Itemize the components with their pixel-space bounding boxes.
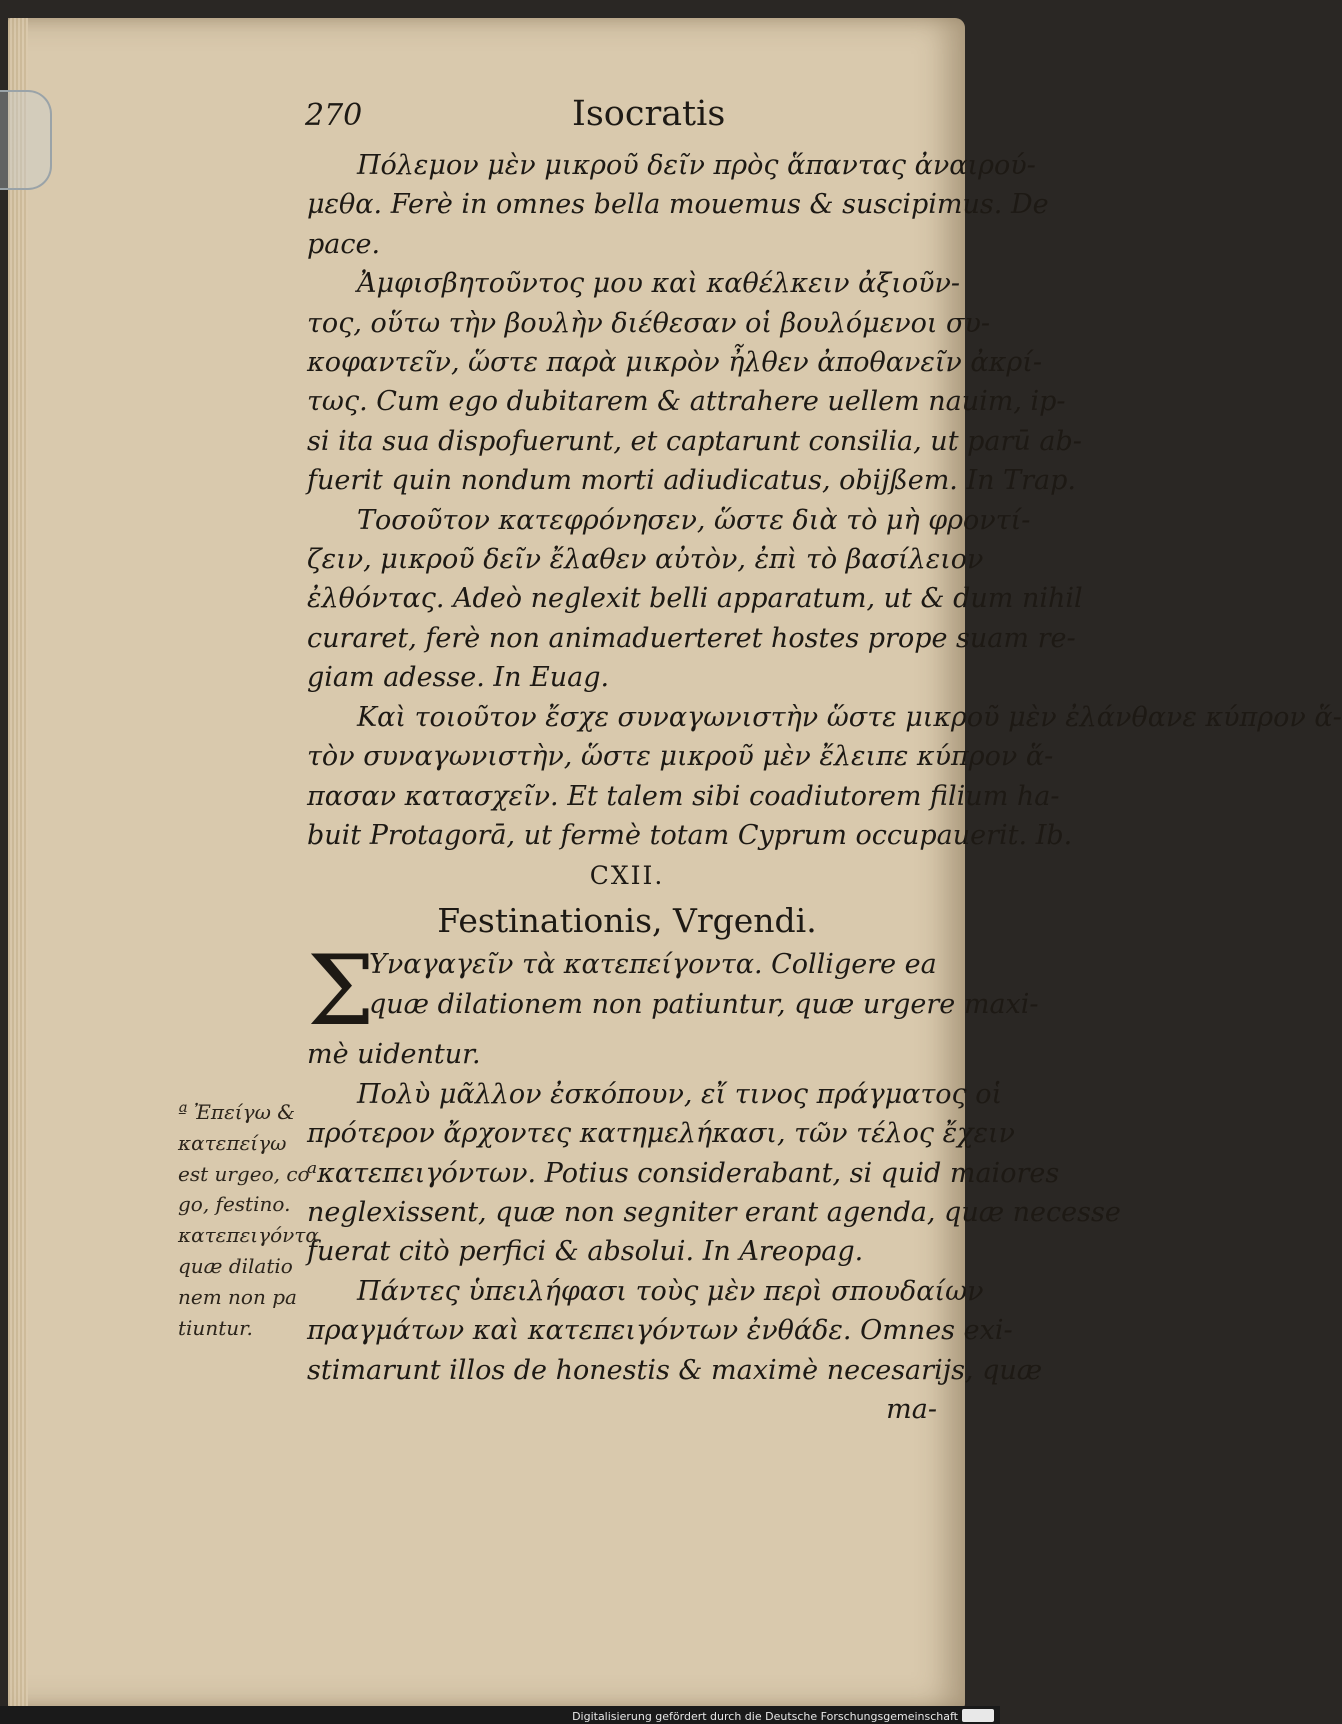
page-edge [8, 18, 28, 1708]
text-line: curaret, ferè non animaduerteret hostes prope suam re- [307, 622, 1076, 654]
text-line: quæ dilationem non patiuntur, quæ urgere maxi- [369, 988, 1039, 1020]
text-line: τως. Cum ego dubitarem & attrahere uellem nauim, ip- [307, 386, 1066, 418]
text-line: fuerit quin nondum morti adiudicatus, obijßem. In Trap. [307, 465, 1076, 497]
margin-note-line: est urgeo, co [178, 1161, 310, 1186]
text-line: pace. [307, 228, 381, 260]
footer-credit: Digitalisierung gefördert durch die Deutsche Forschungsgemeinschaft [572, 1710, 958, 1723]
text-line: giam adesse. In Euag. [307, 662, 610, 694]
text-line: Τοσοῦτον κατεφρόνησεν, ὥστε διὰ τὸ μὴ φροντί- [357, 504, 1031, 536]
text-line: Υναγαγεῖν τὰ κατεπείγοντα. Colligere ea [369, 949, 937, 981]
margin-note-line: tiuntur. [178, 1315, 253, 1340]
text-line: fuerat citò perfici & absolui. In Areopag. [307, 1236, 864, 1268]
margin-note-line: nem non pa [178, 1284, 297, 1309]
main-text [307, 146, 1342, 1429]
catchword: ma- [886, 1393, 937, 1425]
text-line: Καὶ τοιοῦτον ἔσχε συναγωνιστὴν ὥστε μικροῦ μὲν ἐλάνθανε κύπρον ἅ- [357, 701, 1342, 733]
text-line: πρότερον ἄρχοντες κατημελήκασι, τῶν τέλος ἔχειν [307, 1118, 1015, 1150]
section-title: Festinationis, Vrgendi. [437, 901, 817, 941]
text-line: ᵃκατεπειγόντων. Potius considerabant, si quid maiores [307, 1157, 1060, 1189]
text-line: Πόλεμον μὲν μικροῦ δεῖν πρὸς ἅπαντας ἀναιρού- [357, 150, 1036, 181]
margin-note-line: ª Ἐπείγω & [178, 1100, 296, 1124]
text-line: τος, οὕτω τὴν βουλὴν διέθεσαν οἱ βουλόμενοι συ- [307, 307, 991, 339]
text-line: si ita sua dispofuerunt, et captarunt consilia, ut parū ab- [307, 425, 1082, 457]
text-line: μεθα. Ferè in omnes bella mouemus & suscipimus. De [307, 189, 1049, 221]
drop-cap: Σ [307, 935, 375, 1048]
text-line: τὸν συναγωνιστὴν, ὥστε μικροῦ μὲν ἔλειπε κύπρον ἅ- [307, 741, 1054, 773]
margin-note [178, 1097, 319, 1343]
text-line: κοφαντεῖν, ὥστε παρὰ μικρὸν ἦλθεν ἀποθανεῖν ἀκρί- [307, 347, 1042, 379]
page-number: 270 [305, 98, 363, 133]
text-line: ζειν, μικροῦ δεῖν ἔλαθεν αὐτὸν, ἐπὶ τὸ βασίλειον [307, 544, 984, 576]
section-number: CXII. [589, 861, 665, 891]
text-line: neglexissent, quæ non segniter erant agenda, quæ necesse [307, 1196, 1121, 1228]
dfg-logo [962, 1709, 994, 1722]
margin-note-line: quæ dilatio [178, 1253, 293, 1278]
text-line: ἐλθόντας. Adeò neglexit belli apparatum, ut & dum nihil [307, 583, 1083, 615]
text-line: mè uidentur. [307, 1039, 481, 1071]
text-line: buit Protagorā, ut fermè totam Cyprum occupauerit. Ib. [307, 819, 1073, 851]
text-line: stimarunt illos de honestis & maximè necesarijs, quæ [307, 1354, 1043, 1386]
text-line: Ἀμφισβητοῦντος μου καὶ καθέλκειν ἀξιοῦν- [357, 268, 961, 300]
footer-bar [0, 1706, 1000, 1724]
margin-note-line: κατεπειγόντα [178, 1223, 319, 1248]
text-line: Πολὺ μᾶλλον ἐσκόπουν, εἴ τινος πράγματος οἱ [357, 1078, 1003, 1110]
margin-note-line: κατεπείγω [178, 1130, 287, 1155]
margin-note-line: go, festino. [178, 1192, 291, 1217]
text-line: πασαν κατασχεῖν. Et talem sibi coadiutorem filium ha- [307, 780, 1060, 812]
running-title: Isocratis [572, 94, 726, 134]
drop-cap-paragraph [307, 935, 1039, 1048]
page-header [0, 94, 1000, 148]
text-line: πραγμάτων καὶ κατεπειγόντων ἐνθάδε. Omnes exi- [307, 1315, 1013, 1347]
text-line: Πάντες ὑπειλήφασι τοὺς μὲν περὶ σπουδαίων [357, 1275, 984, 1307]
